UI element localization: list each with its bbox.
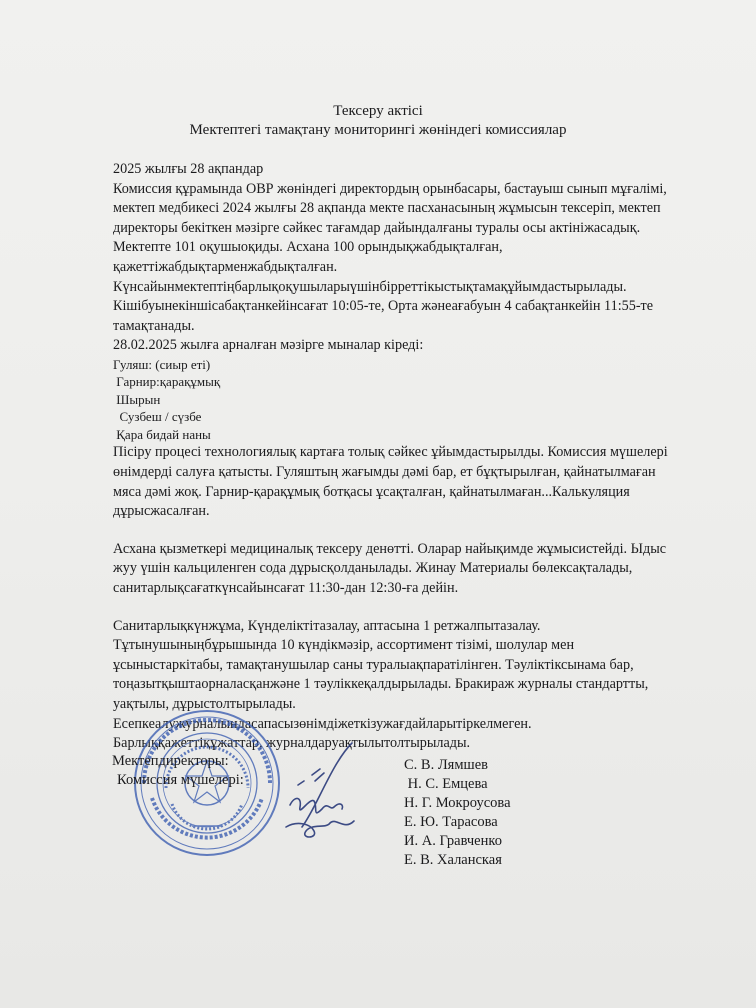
menu-heading: 28.02.2025 жылға арналған мәзірге мыналар кіреді: <box>113 337 424 354</box>
commission-label: Комиссия мүшелері: <box>117 772 244 788</box>
cooking-paragraph: Пісіру процесі технологиялық картаға толық сәйкес ұйымдастырылды. Комиссия мүшелері өнімдерді салуға қатысты. Гуляштың жағымды дәмі бар, ет бұқтырылған, қайнатылмаған мяса дәмі жоқ. Гарнир-қарақұмық ботқасы ұсақталған, қайнатылмаған...Калькуляция дұрысжасалған. <box>113 444 668 520</box>
signatory-name: Н. С. Емцева <box>404 776 488 792</box>
signatory-names <box>404 756 511 870</box>
menu-item: Гуляш: (сиыр еті) <box>113 356 211 372</box>
closing-paragraph: Барлыққажеттіқұжаттар, журналдаруақтылытолтырылады. <box>113 735 471 752</box>
director-label: Мектепдиректоры: <box>112 753 229 769</box>
document-subtitle: Мектептегі тамақтану мониторингі жөніндегі комиссиялар <box>189 122 567 138</box>
handwritten-signature <box>270 735 380 855</box>
signatory-name: И. А. Гравченко <box>404 833 502 849</box>
document-body <box>113 160 673 754</box>
intro-paragraph: Комиссия құрамында ОВР жөніндегі директордың орынбасары, бастауыш сынып мұғалімі, мектеп медбикесі 2024 жылғы 28 ақпанда мекте пасханасының жұмысын тексеріп, мектеп директоры бекіткен мәзірге сәйкес тағамдар дайындалғаны туралы осы актініжасадық. Мектепте 101 оқушыоқиды. Асхана 100 орындықжабдықталған, қажеттіжабдықтарменжабдықталған. <box>113 180 667 275</box>
signatory-name: С. В. Лямшев <box>404 757 488 773</box>
schedule-paragraph: Күнсайынмектептіңбарлықоқушыларыүшінбірреттікыстықтамақұйымдастырылады. Кішібуынекіншісабақтанкейінсағат 10:05-те, Орта жәнеағабуын 4 сабақтанкейін 11:55-те тамақтанады. <box>113 278 654 334</box>
signatory-name: Е. Ю. Тарасова <box>404 814 498 830</box>
menu-item: Сузбеш / сүзбе <box>113 409 202 425</box>
signature-labels <box>112 752 244 790</box>
date-line: 2025 жылғы 28 ақпандар <box>113 161 264 177</box>
sanitary-paragraph: Санитарлықкүнжұма, Күнделіктітазалау, аптасына 1 ретжалпытазалау. Тұтынушыныңбұрышында 10 күндікмәзір, ассортимент тізімі, шолулар мен ұсыныстаркітабы, тамақтанушылар саны туралыақпаратілінген. Тәуліктіксынама бар, тоңазытқыштаорналасқанжәне 1 тәуліккеқалдырылады. Бракираж журналы стандартты, уақтылы, дұрыстолтырылады. <box>113 617 649 712</box>
document-title: Тексеру актісі <box>333 103 423 119</box>
closing-paragraph: Есепкеалужурналындасапасызөнімдіжеткізужағдайларытіркелмеген. <box>113 715 532 732</box>
staff-paragraph: Асхана қызметкері медициналық тексеру денөтті. Оларар найықимде жұмысистейді. Ыдыс жуу үшін кальциленген сода дұрысқолданылады. Жинау Материалы бөлексақталады, санитарлықсағаткүнсайынсағат 11:30-дан 12:30-ға дейін. <box>113 540 667 596</box>
signatory-name: Е. В. Халанская <box>404 852 502 868</box>
menu-item: Шырын <box>113 391 161 407</box>
signatory-name: Н. Г. Мокроусова <box>404 795 511 811</box>
menu-item: Қара бидай наны <box>113 426 211 442</box>
menu-item: Гарнир:қарақұмық <box>113 374 221 390</box>
